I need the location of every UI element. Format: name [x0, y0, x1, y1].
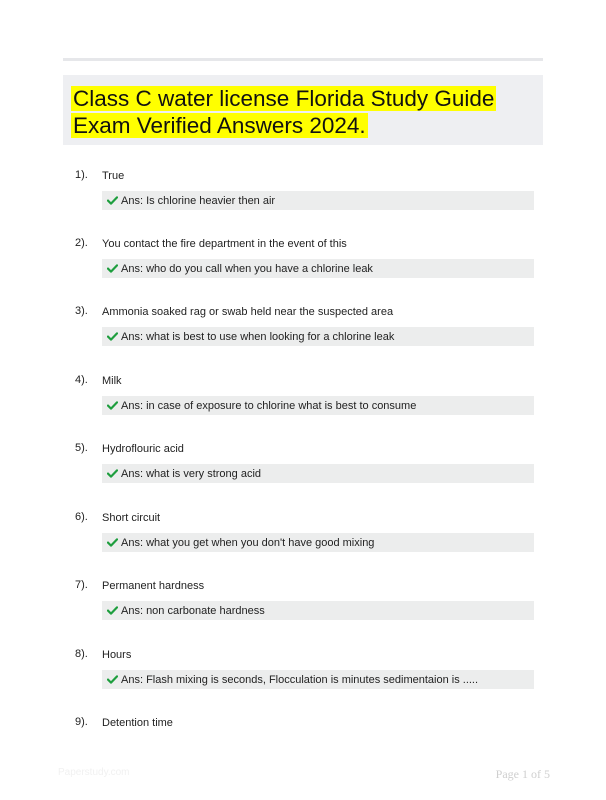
- answer-text: Ans: in case of exposure to chlorine what is best to consume: [121, 399, 417, 412]
- question-text: Ammonia soaked rag or swab held near the suspected area: [102, 306, 394, 318]
- answer-text: Ans: what you get when you don't have good mixing: [121, 536, 375, 549]
- answer-text: Ans: who do you call when you have a chlorine leak: [121, 262, 373, 275]
- question-number: 2).: [75, 237, 88, 249]
- check-icon: [107, 469, 118, 478]
- page-title: [71, 85, 535, 139]
- question-text: Milk: [102, 375, 122, 387]
- check-icon: [107, 401, 118, 410]
- question-number: 6).: [75, 511, 88, 523]
- answer-text: Ans: non carbonate hardness: [121, 604, 265, 617]
- title-box: [63, 75, 543, 145]
- check-icon: [107, 332, 118, 341]
- question-text: True: [102, 170, 125, 182]
- answer-text: Ans: what is very strong acid: [121, 467, 262, 480]
- question-text: Hydroflouric acid: [102, 443, 184, 455]
- question-text: Detention time: [102, 717, 173, 729]
- answer-box: [102, 464, 534, 483]
- question-number: 9).: [75, 716, 88, 728]
- check-icon: [107, 538, 118, 547]
- check-icon: [107, 264, 118, 273]
- question-number: 8).: [75, 648, 88, 660]
- answer-box: [102, 327, 534, 346]
- page-title-text: Class C water license Florida Study Guide Exam Verified Answers 2024.: [73, 86, 495, 138]
- question-number: 5).: [75, 442, 88, 454]
- check-icon: [107, 606, 118, 615]
- answer-text: Ans: what is best to use when looking for a chlorine leak: [121, 330, 395, 343]
- question-text: Hours: [102, 649, 132, 661]
- answer-text: Ans: Is chlorine heavier then air: [121, 194, 276, 207]
- question-text: Permanent hardness: [102, 580, 205, 592]
- question-text: Short circuit: [102, 512, 161, 524]
- question-number: 4).: [75, 374, 88, 386]
- question-text: You contact the fire department in the event of this: [102, 238, 347, 250]
- check-icon: [107, 196, 118, 205]
- page-number: Page 1 of 5: [495, 767, 550, 781]
- footer-watermark: Paperstudy.com: [58, 767, 130, 778]
- answer-box: [102, 670, 534, 689]
- answer-box: [102, 533, 534, 552]
- check-icon: [107, 675, 118, 684]
- question-number: 1).: [75, 169, 88, 181]
- answer-text: Ans: Flash mixing is seconds, Flocculation is minutes sedimentaion is .....: [121, 673, 479, 686]
- question-number: 3).: [75, 305, 88, 317]
- top-divider: [63, 58, 543, 61]
- answer-box: [102, 601, 534, 620]
- answer-box: [102, 259, 534, 278]
- answer-box: [102, 396, 534, 415]
- question-number: 7).: [75, 579, 88, 591]
- answer-box: [102, 191, 534, 210]
